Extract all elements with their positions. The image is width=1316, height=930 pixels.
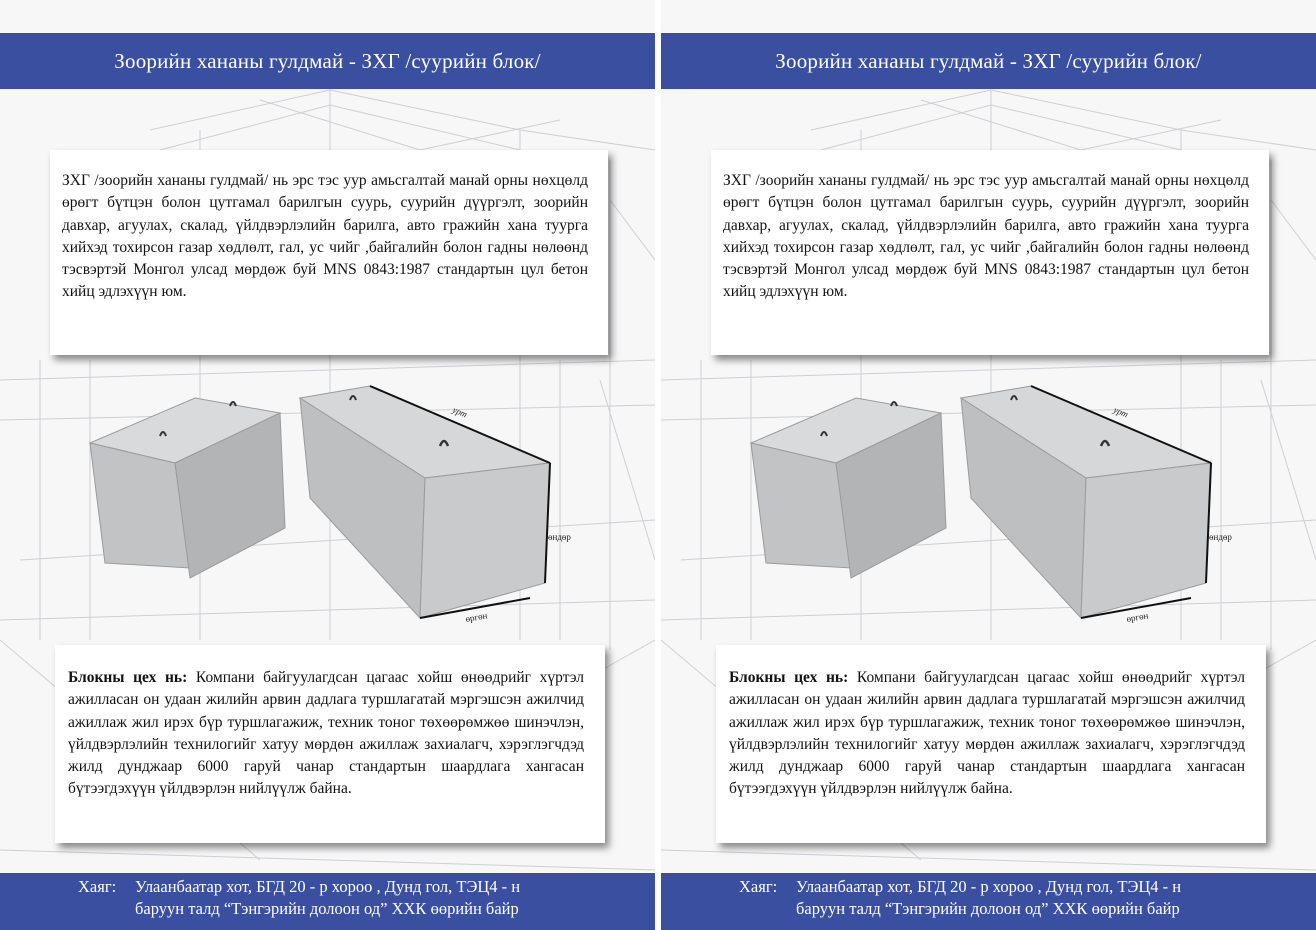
- brochure-page-right: [661, 0, 1316, 930]
- concrete-blocks-illustration: [80, 378, 600, 633]
- intro-paragraph: ЗХГ /зоорийн хананы гулдмай/ нь эрс тэс уур амьсгалтай манай орны нөхцөлд өрөгт бүтцэн болон цутгамал барилгын суурь, суурийн дүүргэлт, зоорийн давхар, агуулах, скалад, үйлдвэрлэлийн барилга, авто гражийн хана туурга хийхэд тохирсон газар хөдлөлт, гал, ус чийг ,байгалийн болон гадны нөлөөнд тэсвэртэй Монгол улсад мөрдөж буй MNS 0843:1987 стандартын цул бетон хийц эдлэхүүн юм.: [723, 172, 1249, 301]
- width-label: өргөн: [1125, 610, 1150, 624]
- length-label: урт: [1112, 404, 1130, 420]
- address-text: [796, 876, 1306, 920]
- page-title: Зоорийн хананы гулдмай - ЗХГ /суурийн блок/: [114, 48, 541, 73]
- page-header: [0, 33, 655, 89]
- small-concrete-block: [90, 398, 285, 578]
- height-label: өндөр: [1209, 532, 1232, 542]
- concrete-blocks-illustration: [741, 378, 1261, 633]
- page-header: [661, 33, 1316, 89]
- address-line-2: баруун талд “Тэнгэрийн долоон од” ХХК өөрийн байр: [796, 899, 1180, 918]
- page-footer: [661, 873, 1316, 930]
- address-line-1: Улаанбаатар хот, БГД 20 - р хороо , Дунд гол, ТЭЦ4 - н: [135, 877, 521, 896]
- intro-paragraph: ЗХГ /зоорийн хананы гулдмай/ нь эрс тэс уур амьсгалтай манай орны нөхцөлд өрөгт бүтцэн болон цутгамал барилгын суурь, суурийн дүүргэлт, зоорийн давхар, агуулах, скалад, үйлдвэрлэлийн барилга, авто гражийн хана туурга хийхэд тохирсон газар хөдлөлт, гал, ус чийг ,байгалийн болон гадны нөлөөнд тэсвэртэй Монгол улсад мөрдөж буй MNS 0843:1987 стандартын цул бетон хийц эдлэхүүн юм.: [62, 172, 588, 301]
- width-label: өргөн: [464, 610, 489, 624]
- about-paragraph: [729, 667, 1245, 801]
- about-text: Компани байгуулагдсан цагаас хойш өнөөдрийг хүртэл ажилласан он удаан жилийн арвин дадлага туршлагатай мэргэшсэн ажилчид ажиллаж жил ирэх бүр туршлагажиж, техник тоног төхөөрөмжөө шинэчлэн, үйлдвэрлэлийн технилогийг хатуу мөрдөн ажиллаж захиалагч, хэрэглэгчдэд жилд дунджаар 6000 гаруй чанар стандартын шаардлага хангасан бүтээгдэхүүн үйлдвэрлэн нийлүүлж байна.: [729, 669, 1245, 798]
- large-concrete-block: [961, 386, 1211, 618]
- length-label: урт: [451, 404, 469, 420]
- about-heading: Блокны цех нь:: [68, 669, 188, 686]
- brochure-page-left: [0, 0, 655, 930]
- about-heading: Блокны цех нь:: [729, 669, 849, 686]
- about-text: Компани байгуулагдсан цагаас хойш өнөөдрийг хүртэл ажилласан он удаан жилийн арвин дадлага туршлагатай мэргэшсэн ажилчид ажиллаж жил ирэх бүр туршлагажиж, техник тоног төхөөрөмжөө шинэчлэн, үйлдвэрлэлийн технилогийг хатуу мөрдөн ажиллаж захиалагч, хэрэглэгчдэд жилд дунджаар 6000 гаруй чанар стандартын шаардлага хангасан бүтээгдэхүүн үйлдвэрлэн нийлүүлж байна.: [68, 669, 584, 798]
- about-paragraph: [68, 667, 584, 801]
- address-line-1: Улаанбаатар хот, БГД 20 - р хороо , Дунд гол, ТЭЦ4 - н: [796, 877, 1182, 896]
- height-label: өндөр: [548, 532, 571, 542]
- address-line-2: баруун талд “Тэнгэрийн долоон од” ХХК өөрийн байр: [135, 899, 519, 918]
- address-text: [135, 876, 645, 920]
- address-label: Хаяг:: [739, 877, 778, 896]
- page-footer: [0, 873, 655, 930]
- large-concrete-block: [300, 386, 550, 618]
- address-label: Хаяг:: [78, 877, 117, 896]
- page-title: Зоорийн хананы гулдмай - ЗХГ /суурийн блок/: [775, 48, 1202, 73]
- small-concrete-block: [751, 398, 946, 578]
